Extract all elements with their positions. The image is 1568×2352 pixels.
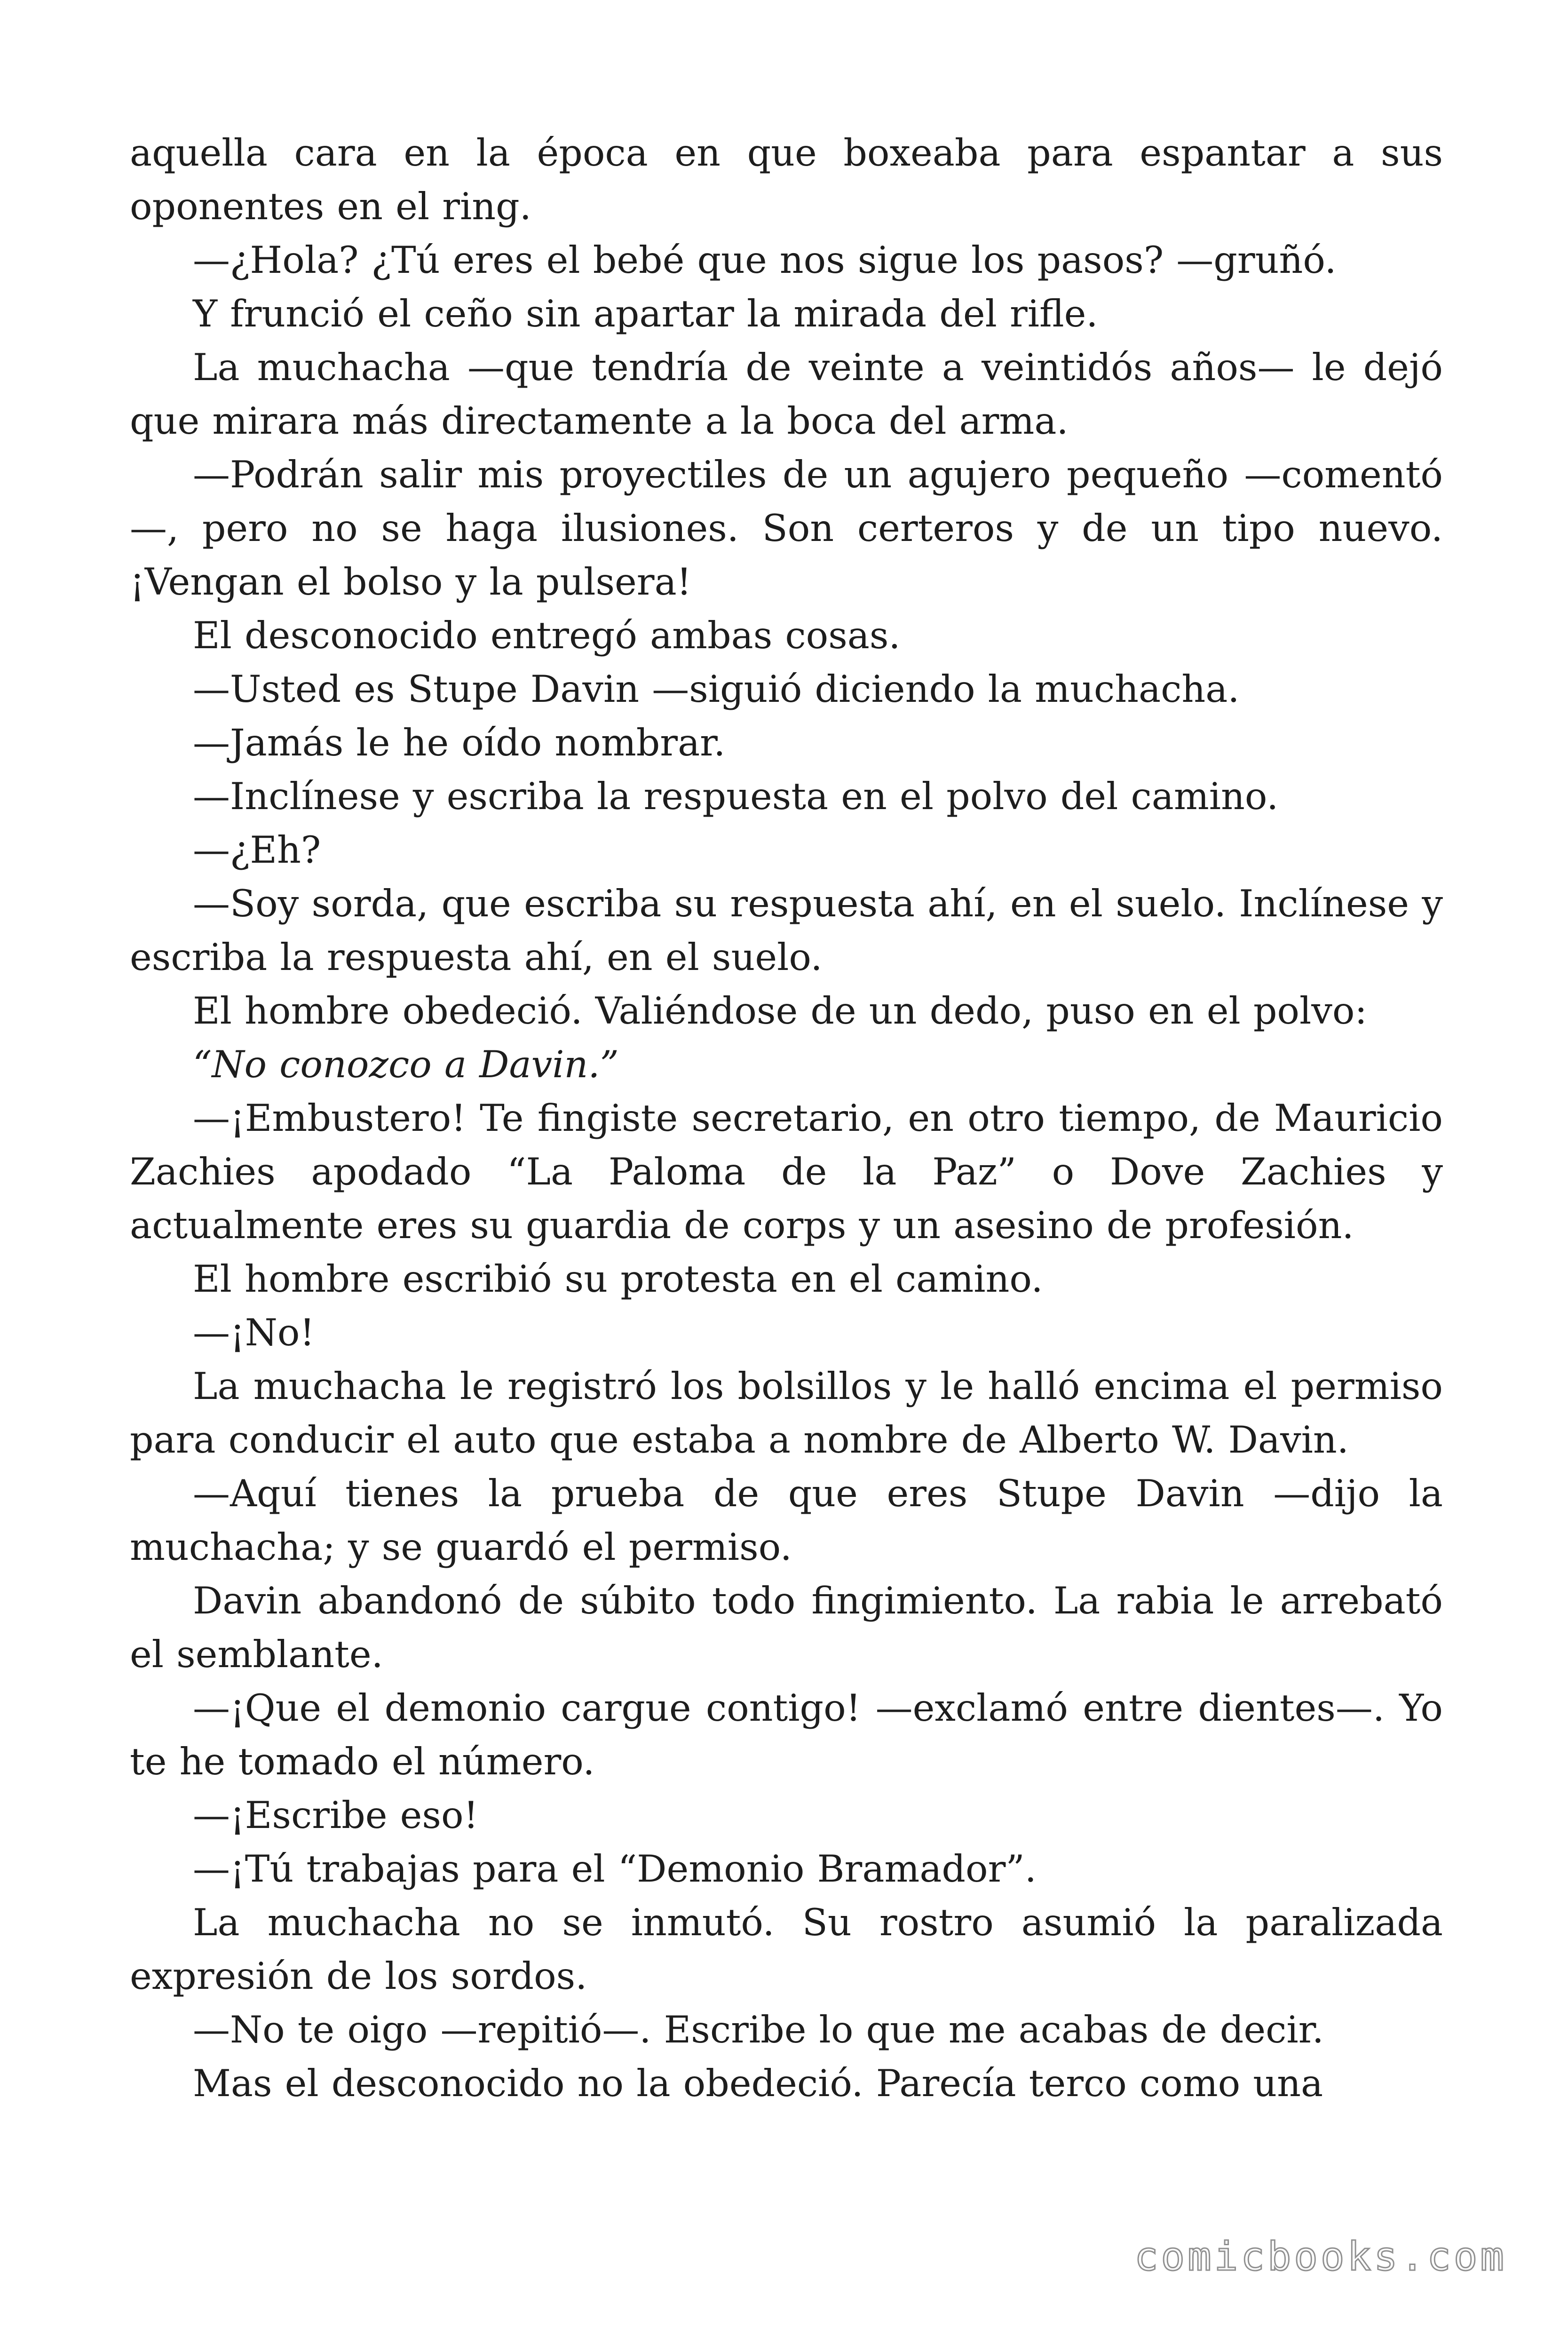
paragraph: —Aquí tienes la prueba de que eres Stupe Davin —dijo la muchacha; y se guardó el permiso. <box>130 1472 1443 1569</box>
paragraph: —¡Embustero! Te fingiste secretario, en otro tiempo, de Mauricio Zachies apodado “La Paloma de la Paz” o Dove Zachies y actualmente eres su guardia de corps y un asesino de profesión. <box>130 1097 1443 1247</box>
paragraph: —¡Que el demonio cargue contigo! —exclamó entre dientes—. Yo te he tomado el número. <box>130 1686 1443 1783</box>
paragraph: aquella cara en la época en que boxeaba para espantar a sus oponentes en el ring. <box>130 131 1443 228</box>
paragraph: Y frunció el ceño sin apartar la mirada del rifle. <box>193 292 1098 335</box>
paragraph: —¿Hola? ¿Tú eres el bebé que nos sigue los pasos? —gruñó. <box>193 238 1337 282</box>
paragraph: Mas el desconocido no la obedeció. Parecía terco como una <box>193 2062 1323 2105</box>
paragraph: La muchacha no se inmutó. Su rostro asumió la paralizada expresión de los sordos. <box>130 1901 1443 1998</box>
paragraph: El desconocido entregó ambas cosas. <box>193 614 901 657</box>
paragraph: —¡No! <box>193 1311 315 1354</box>
paragraph: La muchacha le registró los bolsillos y le halló encima el permiso para conducir el auto que estaba a nombre de Alberto W. Davin. <box>130 1365 1443 1462</box>
paragraph: La muchacha —que tendría de veinte a veintidós años— le dejó que mirara más directamente a la boca del arma. <box>130 346 1443 443</box>
paragraph: Davin abandonó de súbito todo fingimiento. La rabia le arrebató el semblante. <box>130 1579 1443 1676</box>
written-message: “No conozco a Davin.” <box>193 1043 619 1086</box>
page-body <box>130 126 1443 2110</box>
paragraph: El hombre escribió su protesta en el camino. <box>193 1257 1043 1301</box>
paragraph: —Jamás le he oído nombrar. <box>193 721 726 764</box>
paragraph: —No te oigo —repitió—. Escribe lo que me acabas de decir. <box>193 2008 1324 2051</box>
paragraph: —¡Escribe eso! <box>193 1794 479 1837</box>
watermark-logo: comicbooks.com <box>1134 2233 1507 2280</box>
paragraph: —Soy sorda, que escriba su respuesta ahí, en el suelo. Inclínese y escriba la respuesta ahí, en el suelo. <box>130 882 1443 979</box>
paragraph: —Usted es Stupe Davin —siguió diciendo la muchacha. <box>193 667 1240 711</box>
paragraph: —¡Tú trabajas para el “Demonio Bramador”. <box>193 1847 1037 1891</box>
paragraph: —Inclínese y escriba la respuesta en el polvo del camino. <box>193 775 1279 818</box>
paragraph: El hombre obedeció. Valiéndose de un dedo, puso en el polvo: <box>193 989 1368 1033</box>
paragraph: —Podrán salir mis proyectiles de un agujero pequeño —comentó —, pero no se haga ilusiones. Son certeros y de un tipo nuevo. ¡Vengan el bolso y la pulsera! <box>130 453 1443 604</box>
paragraph: —¿Eh? <box>193 828 321 872</box>
